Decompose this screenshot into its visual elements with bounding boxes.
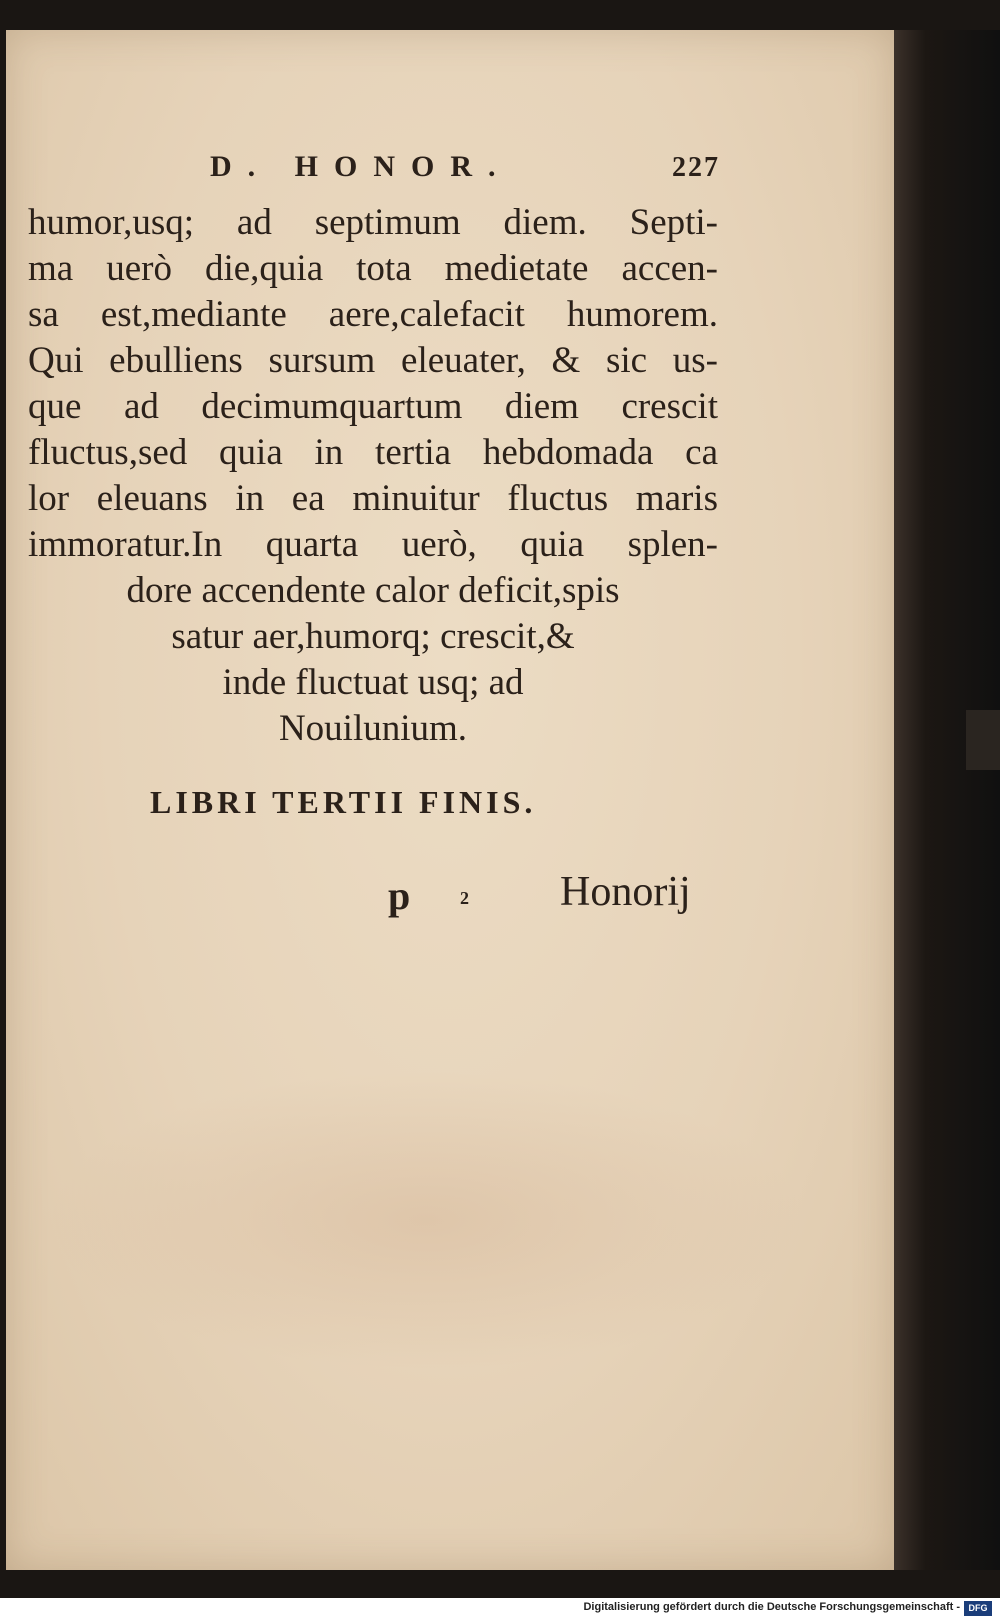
page-number: 227 (672, 152, 720, 183)
catchword: Honorij (560, 869, 691, 915)
text-line: Qui ebulliens sursum eleuater, & sic us- (28, 340, 718, 381)
text-line: fluctus,sed quia in tertia hebdomada ca (28, 432, 718, 473)
footer-credit: Digitalisierung gefördert durch die Deutsche Forschungsgemeinschaft - (583, 1601, 960, 1613)
text-line: immoratur.In quarta uerò, quia splen- (28, 524, 718, 565)
text-line: lor eleuans in ea minuitur fluctus maris (28, 478, 718, 519)
signature-mark: p (388, 873, 411, 918)
text-line: humor,usq; ad septimum diem. Septi- (28, 202, 718, 243)
running-head (200, 150, 720, 190)
text-line: ma uerò die,quia tota medietate accen- (28, 248, 718, 289)
text-line: Nouilunium. (278, 708, 468, 749)
signature-number: 2 (460, 888, 469, 908)
paper-stain (46, 1070, 806, 1370)
text-line: dore accendente calor deficit,spis (126, 570, 620, 611)
text-line: que ad decimumquartum diem crescit (28, 386, 718, 427)
book-edge (894, 30, 1000, 1570)
body-text (28, 200, 718, 752)
book-edge-tab (966, 710, 1000, 770)
footer-bar (0, 1598, 1000, 1620)
text-line: satur aer,humorq; crescit,& (171, 616, 575, 657)
dfg-logo-icon: DFG (964, 1601, 992, 1616)
text-line: inde fluctuat usq; ad (222, 662, 524, 703)
text-line: sa est,mediante aere,calefacit humorem. (28, 294, 718, 335)
running-title: D. HONOR. (210, 150, 512, 183)
colophon: LIBRI TERTII FINIS. (150, 784, 537, 820)
